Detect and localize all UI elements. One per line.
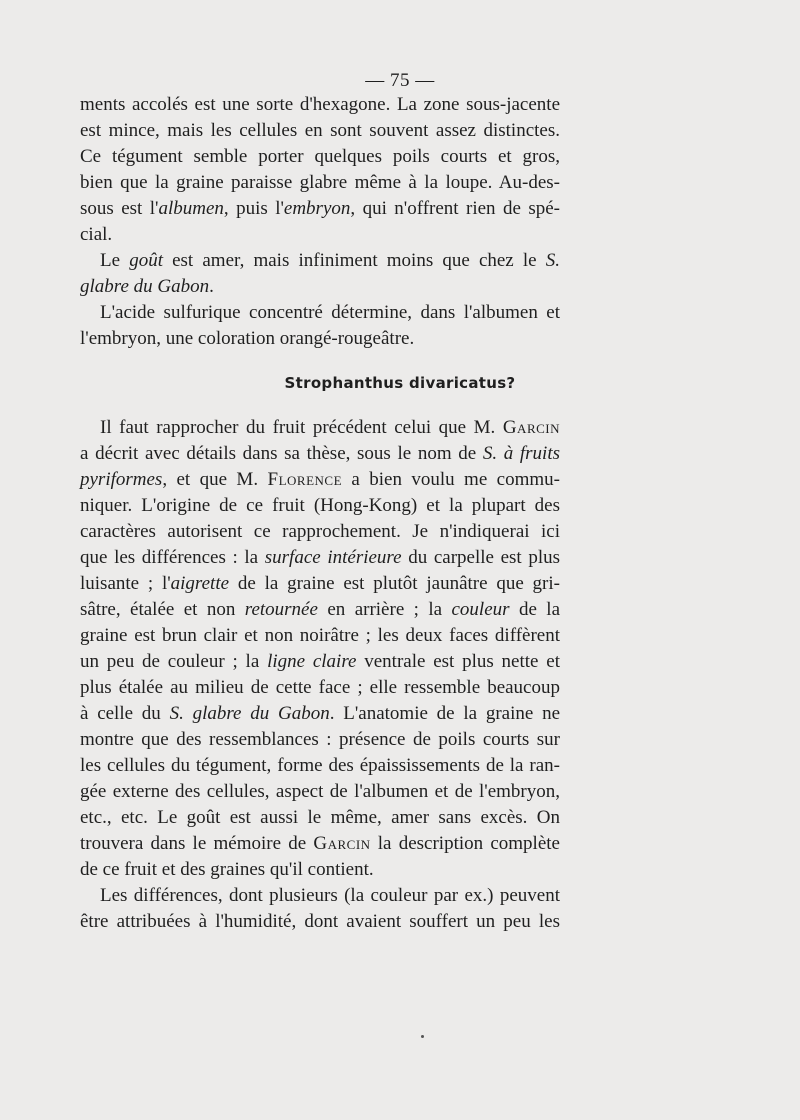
text-run: Il faut rapprocher du fruit précédent celui que M. <box>100 417 503 438</box>
italic-text: albumen <box>158 198 224 219</box>
italic-text: embryon <box>283 198 351 219</box>
text-run: cial. <box>80 224 113 245</box>
text-line <box>80 753 560 779</box>
text-line <box>80 649 560 675</box>
text-line <box>80 675 560 701</box>
small-caps-name: Florence <box>267 469 343 490</box>
text-line <box>80 118 560 144</box>
italic-text: ligne claire <box>267 651 357 672</box>
text-line <box>80 222 560 248</box>
text-run: L'acide sulfurique concentré détermine, dans l'albumen et <box>100 302 560 323</box>
text-run: , puis l' <box>223 198 284 219</box>
text-line <box>80 857 560 883</box>
text-line <box>80 779 560 805</box>
text-line <box>80 701 560 727</box>
text-line <box>80 623 560 649</box>
text-line <box>80 519 560 545</box>
text-line <box>80 805 560 831</box>
text-run: , qui n'offrent rien de spé- <box>350 198 560 219</box>
text-run: sous est l' <box>80 198 159 219</box>
text-line <box>80 144 560 170</box>
text-run: plus étalée au milieu de cette face ; elle ressemble beaucoup <box>80 677 560 698</box>
text-line <box>80 415 560 441</box>
text-run: , et que M. <box>162 469 268 490</box>
italic-text: goût <box>129 250 163 271</box>
text-run: caractères autorisent ce rapprochement. Je n'indiquerai ici <box>80 521 560 542</box>
text-run: en arrière ; la <box>317 599 452 620</box>
text-line <box>80 274 560 300</box>
text-run: à celle du <box>80 703 170 724</box>
text-run: la description complète <box>370 833 560 854</box>
paragraph-group-2 <box>80 415 560 935</box>
text-run: graine est brun clair et non noirâtre ; les deux faces diffèrent <box>80 625 560 646</box>
text-line <box>80 571 560 597</box>
text-line <box>80 831 560 857</box>
text-run: bien que la graine paraisse glabre même à la loupe. Au-des- <box>80 172 560 193</box>
text-line <box>80 467 560 493</box>
italic-text: S. <box>545 250 560 271</box>
italic-text: S. à fruits <box>482 443 560 464</box>
italic-text: S. glabre du Gabon <box>169 703 330 724</box>
italic-text: surface intérieure <box>264 547 402 568</box>
text-line <box>80 92 560 118</box>
text-run: sâtre, étalée et non <box>80 599 245 620</box>
italic-text: retournée <box>244 599 318 620</box>
text-run: de la <box>509 599 560 620</box>
text-run: que les différences : la <box>80 547 265 568</box>
text-line <box>80 300 560 326</box>
text-line <box>80 597 560 623</box>
text-run: est amer, mais infiniment moins que chez le <box>162 250 546 271</box>
text-run: trouvera dans le mémoire de <box>80 833 314 854</box>
text-run: luisante ; l' <box>80 573 171 594</box>
print-speck <box>421 1035 424 1038</box>
italic-text: aigrette <box>170 573 230 594</box>
text-run: être attribuées à l'humidité, dont avaient souffert un peu les <box>80 911 560 932</box>
text-run: du carpelle est plus <box>401 547 561 568</box>
text-run: niquer. L'origine de ce fruit (Hong-Kong) et la plupart des <box>80 495 560 516</box>
text-run: les cellules du tégument, forme des épaississements de la ran- <box>80 755 560 776</box>
text-run: gée externe des cellules, aspect de l'albumen et de l'embryon, <box>80 781 560 802</box>
text-line <box>80 727 560 753</box>
italic-text: pyriformes <box>80 469 163 490</box>
text-run: Ce tégument semble porter quelques poils courts et gros, <box>80 146 560 167</box>
text-run: a décrit avec détails dans sa thèse, sous le nom de <box>80 443 483 464</box>
paragraph-group-1 <box>80 92 560 352</box>
text-run: l'embryon, une coloration orangé-rougeâtre. <box>80 328 415 349</box>
text-line <box>80 909 560 935</box>
text-line <box>80 196 560 222</box>
text-line <box>80 545 560 571</box>
page-number: — 75 — <box>365 70 435 91</box>
text-run: montre que des ressemblances : présence de poils courts sur <box>80 729 560 750</box>
text-run: ventrale est plus nette et <box>356 651 560 672</box>
text-run: . L'anatomie de la graine ne <box>329 703 560 724</box>
text-run: de ce fruit et des graines qu'il contient. <box>80 859 374 880</box>
italic-text: couleur <box>451 599 510 620</box>
text-run: a bien voulu me commu- <box>342 469 560 490</box>
small-caps-name: Garcin <box>502 417 560 438</box>
text-run: ments accolés est une sorte d'hexagone. La zone sous-jacente <box>80 94 560 115</box>
text-line <box>80 170 560 196</box>
text-line <box>80 493 560 519</box>
text-run: etc., etc. Le goût est aussi le même, amer sans excès. On <box>80 807 560 828</box>
text-line <box>80 326 560 352</box>
text-run: un peu de couleur ; la <box>80 651 268 672</box>
italic-text: glabre du Gabon <box>80 276 210 297</box>
text-run: . <box>209 276 214 297</box>
text-run: de la graine est plutôt jaunâtre que gri- <box>229 573 560 594</box>
text-line <box>80 441 560 467</box>
section-heading: Strophanthus divaricatus? <box>284 374 516 392</box>
text-run: Les différences, dont plusieurs (la couleur par ex.) peuvent <box>100 885 560 906</box>
text-run: Le <box>100 250 130 271</box>
small-caps-name: Garcin <box>313 833 371 854</box>
text-line <box>80 248 560 274</box>
text-run: est mince, mais les cellules en sont souvent assez distinctes. <box>80 120 560 141</box>
text-line <box>80 883 560 909</box>
